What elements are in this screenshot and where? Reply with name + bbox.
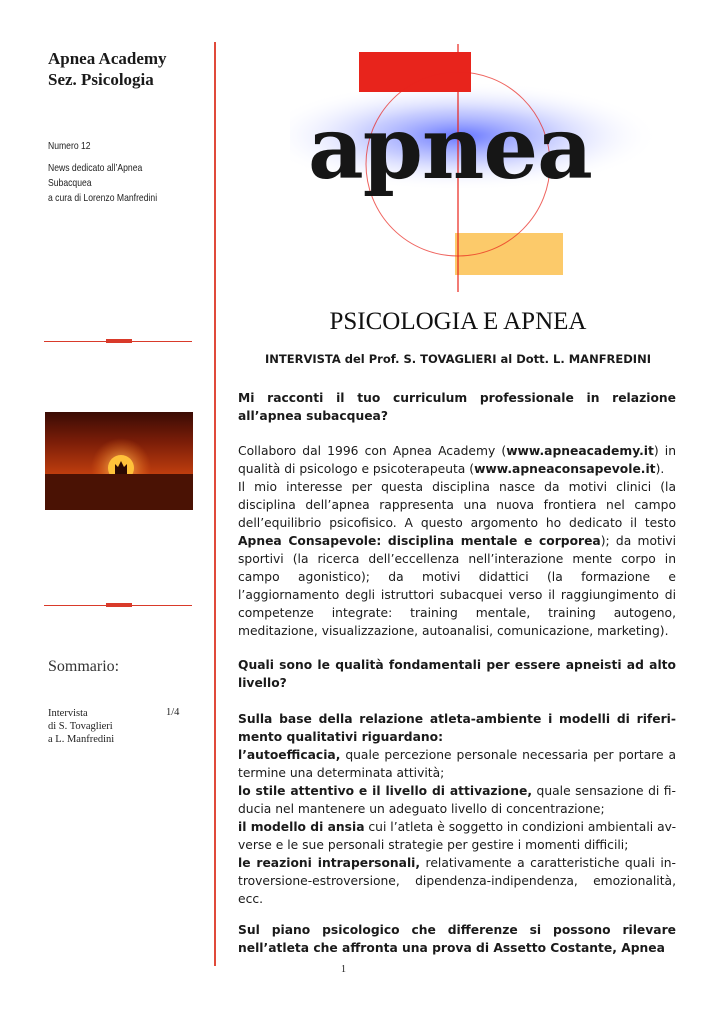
quality-term: il modello di ansia <box>238 820 365 834</box>
article-title: PSICOLOGIA E APNEA <box>329 308 587 335</box>
quality-desc: quale sensazione di fi-ducia nel mantenere un adeguato livello di concentrazione; <box>238 784 676 816</box>
toc-entry[interactable] <box>48 707 114 746</box>
logo-wordmark: apnea <box>308 98 592 199</box>
vertical-divider <box>214 42 216 966</box>
toc-line-1: Intervista <box>48 708 88 719</box>
sunset-photo <box>45 412 193 510</box>
quality-term: l’autoefficacia, <box>238 748 341 762</box>
answer-1: Collaboro dal 1996 con Apnea Academy (www.apneacademy.it) in qualità di psicologo e psicoterapeuta (www.apneaconsapevole.it). Il mio interesse per questa disciplina nasce da motivi clinici (la disciplina dell’apnea rappresenta una nuova frontiera nel campo dell’equilibrio psicofisico. A questo argomento ho dedicato il testo Apnea Consapevole: disciplina mentale e corporea); da motivi sportivi (la ricerca dell’eccellenza nell’interazione mente corpo in campo agonistico); da motivi didattici (la formazione e l’aggiornamento degli istruttori subacquei verso il raggiungimento di competenze integrate: training mentale, training autogeno, meditazione, visualizzazione, autoanalisi, comunicazione, marketing). <box>238 444 677 638</box>
quality-term: lo stile attentivo e il livello di attivazione, <box>238 784 533 798</box>
question-1: Mi racconti il tuo curriculum professionale in relazione all’apnea subacquea? <box>238 391 676 423</box>
quality-desc: relativamente a caratteristiche quali in-troversione-estroversione, dipendenza-indipendenza, emozionalità, ecc. <box>238 856 676 906</box>
link-apneacademy[interactable]: www.apneacademy.it <box>506 444 654 458</box>
news-line-2: Subacquea <box>48 177 92 189</box>
answer-2 <box>238 710 676 908</box>
sidebar-divider-mark <box>106 339 132 343</box>
answer-2-intro: Sulla base della relazione atleta-ambiente i modelli di riferi-mento qualitativi riguardano: <box>238 712 676 744</box>
org-name: Apnea Academy <box>48 49 167 68</box>
toc-line-2: di S. Tovaglieri <box>48 721 113 732</box>
page-number: 1 <box>341 964 346 975</box>
summary-title: Sommario: <box>48 658 120 675</box>
link-apneaconsapevole[interactable]: www.apneaconsapevole.it <box>474 462 656 476</box>
quality-desc: quale percezione personale necessaria per portare a termine una determinata attività; <box>238 748 676 780</box>
question-2: Quali sono le qualità fondamentali per essere apneisti ad alto livello? <box>238 658 676 690</box>
news-line-1: News dedicato all’Apnea <box>48 162 143 174</box>
question-3: Sul piano psicologico che differenze si possono rilevare nell’atleta che affronta una prova di Assetto Costante, Apnea <box>238 923 676 955</box>
sidebar-divider-mark-2 <box>106 603 132 607</box>
toc-line-3: a L. Manfredini <box>48 734 115 745</box>
issue-number: Numero 12 <box>48 140 91 152</box>
quality-desc: cui l’atleta è soggetto in condizioni ambientali av-verse e le sue personali strategie per gestire i momenti difficili; <box>238 820 677 852</box>
news-line-3: a cura di Lorenzo Manfredini <box>48 192 158 204</box>
toc-page-number: 1/4 <box>166 707 180 718</box>
apnea-logo <box>290 44 680 294</box>
quality-term: le reazioni intrapersonali, <box>238 856 421 870</box>
interview-subtitle: INTERVISTA del Prof. S. TOVAGLIERI al Dott. L. MANFREDINI <box>264 352 651 366</box>
org-section: Sez. Psicologia <box>48 70 154 89</box>
book-title: Apnea Consapevole: disciplina mentale e corporea <box>238 534 601 548</box>
